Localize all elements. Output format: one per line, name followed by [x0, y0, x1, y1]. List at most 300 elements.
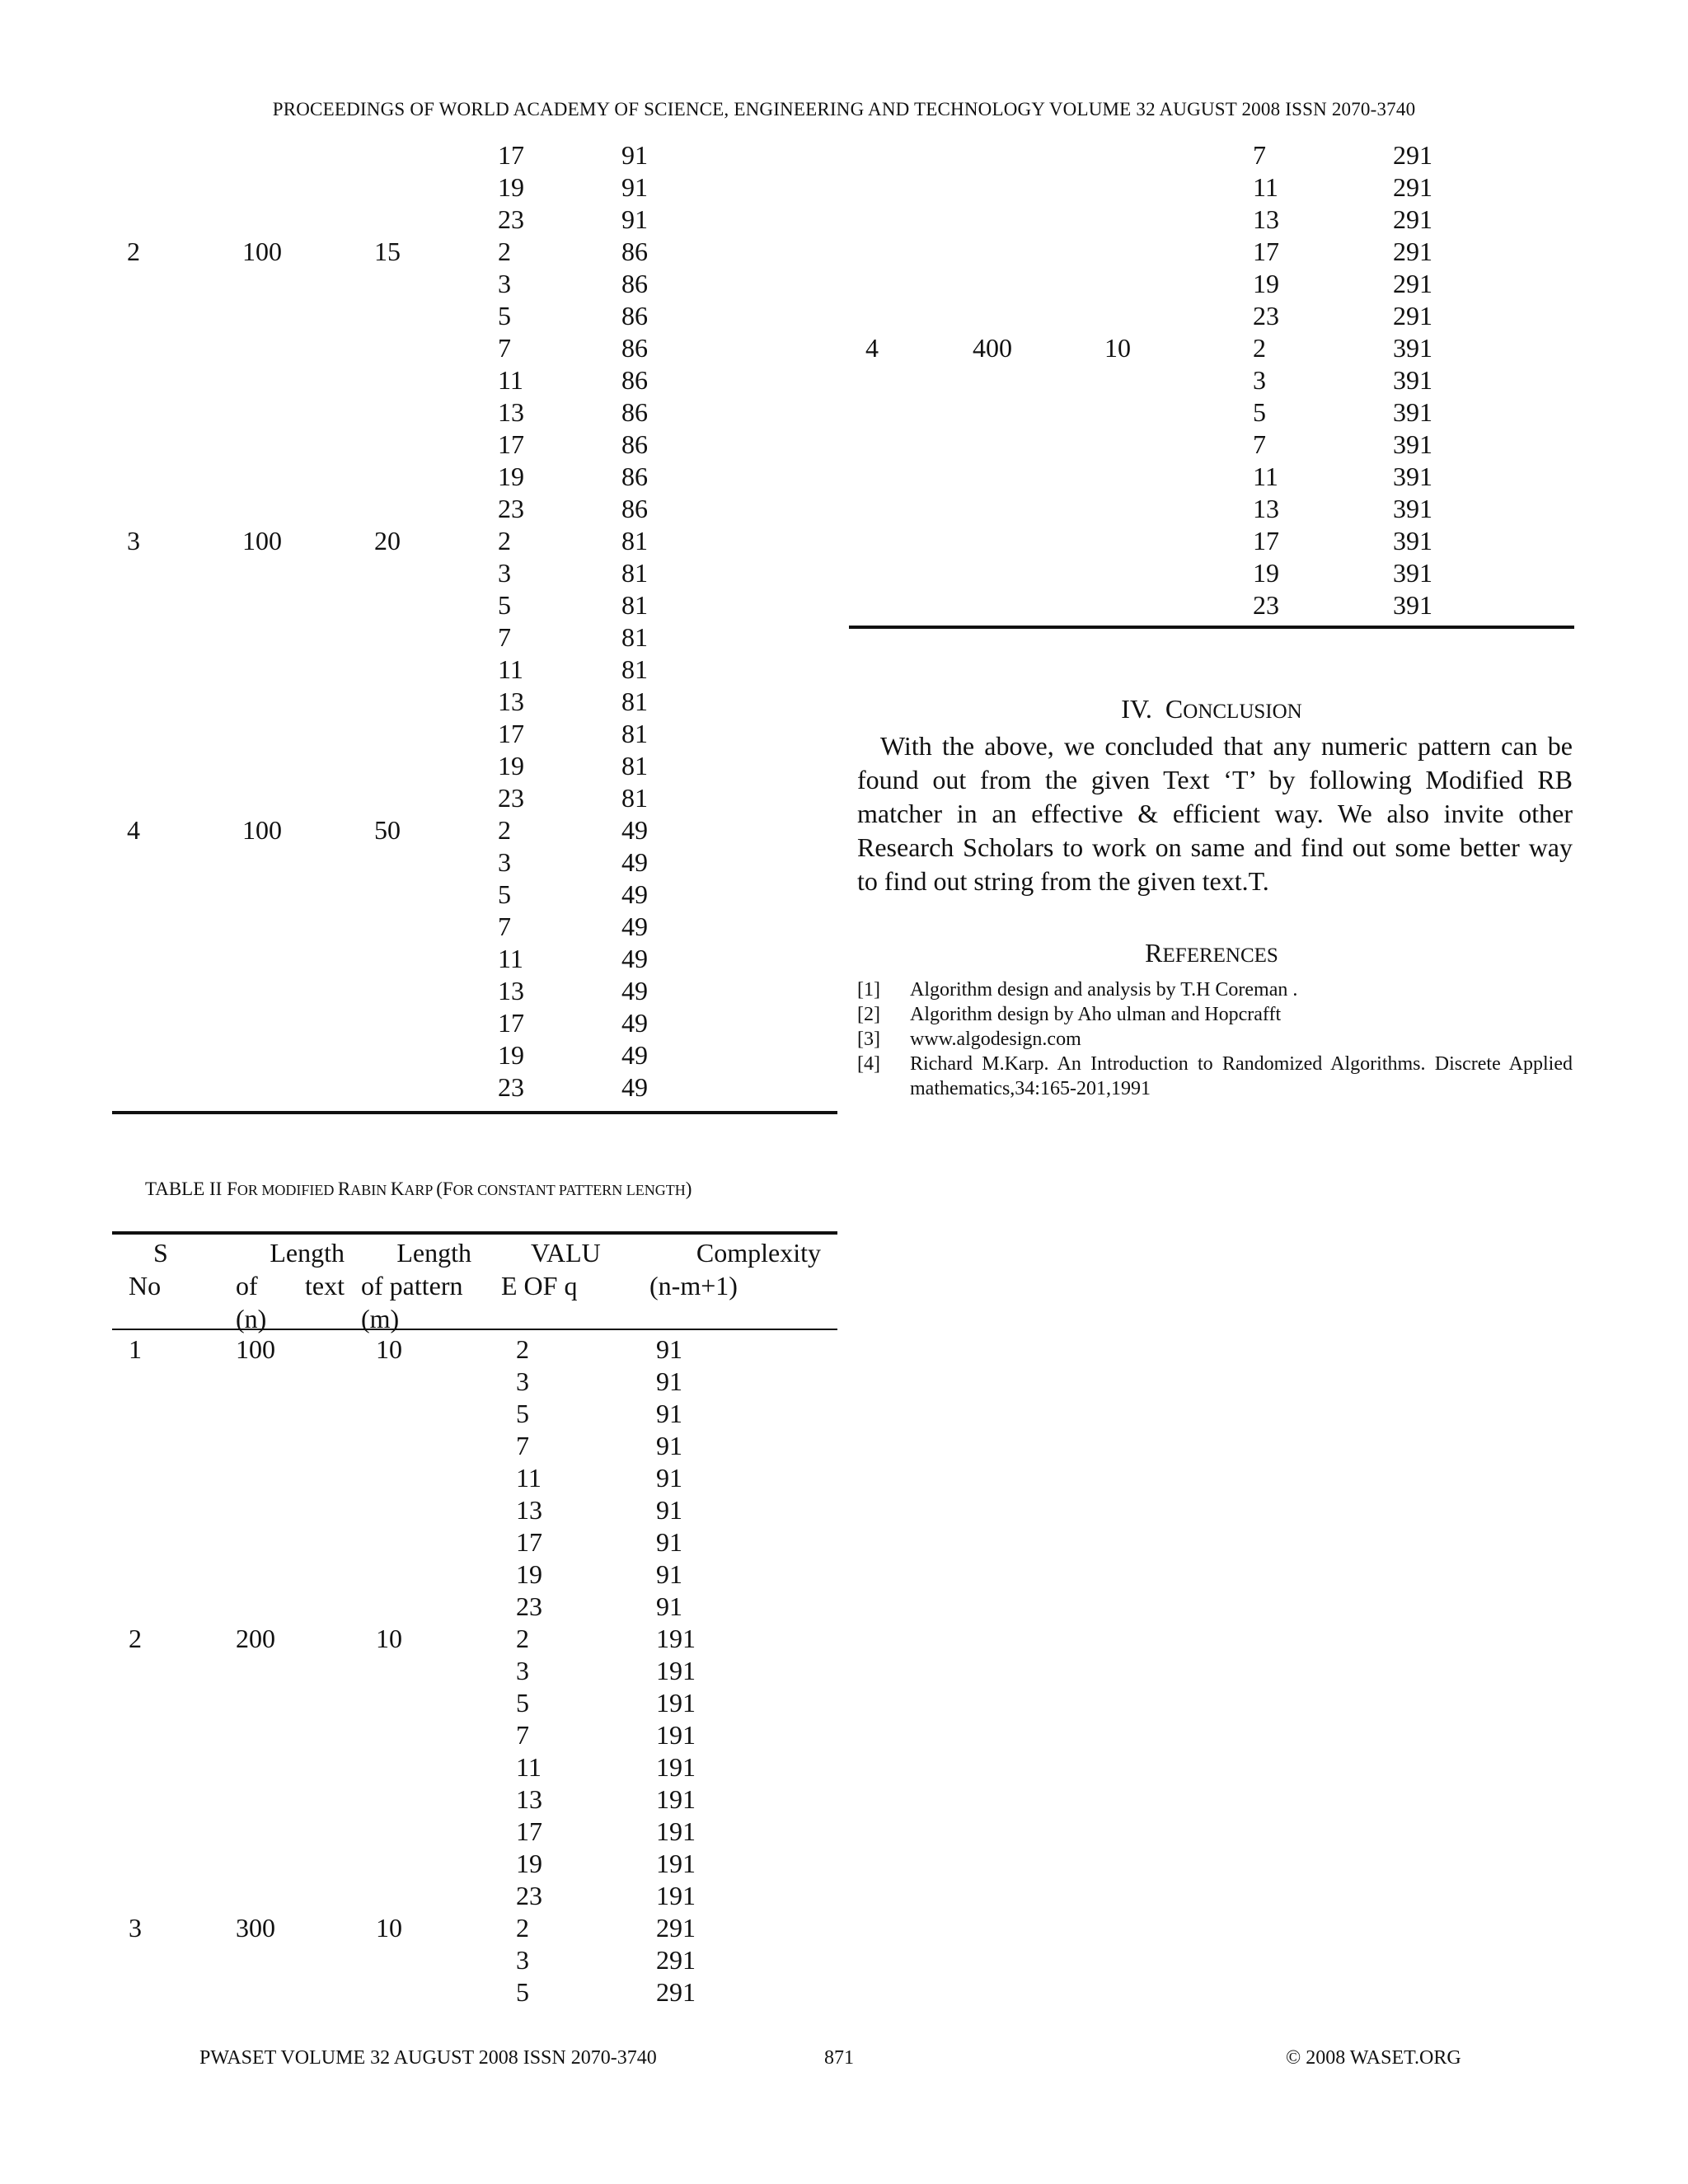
table-cell: 3 — [516, 1945, 529, 1975]
table-cell — [236, 1751, 376, 1783]
table-cell — [376, 1558, 516, 1591]
table-cell — [865, 589, 973, 621]
table-row — [127, 589, 720, 621]
table-cell: 3 — [516, 1656, 529, 1685]
table-row — [127, 750, 720, 782]
table-cell — [973, 493, 1104, 525]
table-row — [129, 1848, 763, 1880]
table-cell: 91 — [656, 1463, 682, 1493]
table-cell: 81 — [621, 590, 648, 620]
table-cell — [242, 943, 374, 975]
table-ii-caption: TABLE II FOR MODIFIED RABIN KARP (FOR CONSTANT PATTERN LENGTH) — [145, 1179, 692, 1199]
table-cell: 10 — [1104, 333, 1131, 363]
table-i-continuation — [127, 139, 720, 1104]
header-length-pattern: Length of pattern (m) — [361, 1238, 471, 1333]
table-cell — [973, 364, 1104, 396]
table-row — [865, 204, 1500, 236]
table-cell — [376, 1751, 516, 1783]
table-cell: 49 — [621, 815, 648, 845]
table-row — [127, 654, 720, 686]
table-cell: 81 — [621, 526, 648, 555]
table-cell — [242, 1071, 374, 1104]
table-cell: 2 — [516, 1334, 529, 1364]
table-cell — [1104, 364, 1253, 396]
table-cell — [376, 1880, 516, 1912]
table-cell: 86 — [621, 429, 648, 459]
table-cell: 49 — [621, 1008, 648, 1038]
table-row — [127, 1007, 720, 1039]
table-cell — [1104, 171, 1253, 204]
table-cell: 23 — [1253, 590, 1279, 620]
table-cell: 17 — [516, 1816, 542, 1846]
table-cell — [973, 557, 1104, 589]
table-row — [129, 1783, 763, 1816]
table-cell — [127, 364, 242, 396]
table-cell: 400 — [973, 333, 1012, 363]
table-cell: 91 — [656, 1591, 682, 1621]
table-row — [129, 1912, 763, 1944]
table-cell: 5 — [516, 1399, 529, 1428]
table-cell — [376, 1655, 516, 1687]
table-cell: 7 — [498, 333, 511, 363]
table-cell — [236, 1462, 376, 1494]
table-cell — [374, 782, 498, 814]
table-cell — [236, 1494, 376, 1526]
table-row — [127, 429, 720, 461]
table-row — [129, 1526, 763, 1558]
table-cell — [865, 396, 973, 429]
table-row — [127, 300, 720, 332]
table-row — [865, 396, 1500, 429]
table-cell — [129, 1944, 236, 1976]
table-cell: 10 — [376, 1624, 402, 1653]
table-cell — [376, 1687, 516, 1719]
table-cell — [129, 1366, 236, 1398]
table-cell — [376, 1526, 516, 1558]
table-cell — [236, 1848, 376, 1880]
table-cell — [127, 557, 242, 589]
table-cell — [236, 1687, 376, 1719]
table-cell: 17 — [1253, 237, 1279, 266]
table-cell: 291 — [656, 1945, 696, 1975]
table-ii-body — [129, 1333, 763, 2008]
table-cell — [973, 139, 1104, 171]
table-row — [127, 332, 720, 364]
table-cell — [1104, 429, 1253, 461]
table-cell: 191 — [656, 1784, 696, 1814]
table-cell — [242, 461, 374, 493]
table-cell: 91 — [656, 1334, 682, 1364]
page-number: 871 — [824, 2047, 854, 2069]
table-cell — [129, 1398, 236, 1430]
table-cell: 23 — [1253, 301, 1279, 330]
table-cell — [374, 718, 498, 750]
table-cell: 391 — [1393, 397, 1432, 427]
table-cell — [973, 236, 1104, 268]
table-cell: 19 — [516, 1849, 542, 1878]
table-cell: 11 — [498, 365, 523, 395]
reference-item: [2] Algorithm design by Aho ulman and Hopcrafft — [857, 1004, 1282, 1025]
table-cell — [242, 204, 374, 236]
table-cell: 13 — [498, 397, 524, 427]
table-cell: 7 — [1253, 429, 1266, 459]
table-cell — [129, 1848, 236, 1880]
table-cell — [374, 846, 498, 879]
table-cell — [374, 461, 498, 493]
table-cell — [242, 718, 374, 750]
table-cell: 81 — [621, 558, 648, 588]
table-cell: 81 — [621, 654, 648, 684]
table-cell — [129, 1462, 236, 1494]
table-cell: 5 — [498, 879, 511, 909]
table-row — [129, 1880, 763, 1912]
table-cell: 200 — [236, 1624, 275, 1653]
table-cell: 3 — [516, 1366, 529, 1396]
table-cell: 11 — [516, 1463, 542, 1493]
table-cell — [127, 846, 242, 879]
table-cell — [374, 300, 498, 332]
table-row — [865, 268, 1500, 300]
running-header: PROCEEDINGS OF WORLD ACADEMY OF SCIENCE, ENGINEERING AND TECHNOLOGY VOLUME 32 AUGUST 2008 ISSN 2070-3740 — [272, 99, 1416, 120]
table-cell — [374, 654, 498, 686]
table-cell: 3 — [498, 269, 511, 298]
table-cell: 291 — [1393, 269, 1432, 298]
table-row — [129, 1333, 763, 1366]
table-cell — [973, 429, 1104, 461]
table-cell — [374, 975, 498, 1007]
table-cell — [127, 782, 242, 814]
header-value-q: VALU E OF q — [501, 1238, 601, 1301]
table-cell: 391 — [1393, 462, 1432, 491]
table-cell — [1104, 236, 1253, 268]
table-cell — [374, 396, 498, 429]
table-row — [127, 557, 720, 589]
table-cell: 291 — [1393, 140, 1432, 170]
table-row — [129, 1558, 763, 1591]
table-cell: 291 — [656, 1977, 696, 2007]
table-cell: 23 — [498, 1072, 524, 1102]
table-cell — [127, 493, 242, 525]
table-row — [129, 1655, 763, 1687]
table-cell: 50 — [374, 815, 401, 845]
table-cell — [127, 1007, 242, 1039]
table-cell — [374, 557, 498, 589]
table-cell — [1104, 268, 1253, 300]
table-cell: 17 — [498, 719, 524, 748]
table-row — [129, 1398, 763, 1430]
table-cell: 5 — [516, 1977, 529, 2007]
table-cell — [129, 1783, 236, 1816]
table-cell: 5 — [516, 1688, 529, 1718]
table-cell — [129, 1494, 236, 1526]
table-cell: 191 — [656, 1752, 696, 1782]
table-cell — [242, 171, 374, 204]
table-cell: 1 — [129, 1334, 142, 1364]
table-cell — [865, 139, 973, 171]
table-cell — [376, 1462, 516, 1494]
table-cell: 291 — [1393, 301, 1432, 330]
table-cell — [374, 332, 498, 364]
table-cell — [127, 268, 242, 300]
table-ii-continuation — [865, 139, 1500, 621]
reference-item: [1] Algorithm design and analysis by T.H Coreman . — [857, 979, 1298, 1001]
table-row — [129, 1751, 763, 1783]
table-cell — [242, 396, 374, 429]
table-cell — [1104, 493, 1253, 525]
table-cell — [129, 1976, 236, 2008]
table-cell — [865, 236, 973, 268]
table-cell: 11 — [1253, 172, 1278, 202]
table-cell — [127, 461, 242, 493]
table-cell — [1104, 300, 1253, 332]
table-cell — [129, 1751, 236, 1783]
table-cell — [865, 364, 973, 396]
table-cell — [973, 204, 1104, 236]
table-cell — [129, 1687, 236, 1719]
table-cell — [242, 654, 374, 686]
table-cell — [236, 1366, 376, 1398]
table-row — [129, 1591, 763, 1623]
table-cell — [242, 300, 374, 332]
table-cell — [1104, 139, 1253, 171]
table-ii-header — [112, 1236, 837, 1335]
table-cell — [973, 300, 1104, 332]
table-cell: 7 — [498, 912, 511, 941]
table-row — [127, 814, 720, 846]
table-cell: 86 — [621, 301, 648, 330]
table-row — [129, 1719, 763, 1751]
table-cell: 10 — [376, 1334, 402, 1364]
table-cell — [865, 300, 973, 332]
header-length-text: Length of text (n) — [236, 1238, 345, 1333]
table-cell: 2 — [1253, 333, 1266, 363]
reference-item: [4] Richard M.Karp. An Introduction to Randomized Algorithms. Discrete Applied mathematics,34:165-201,1991 — [857, 1053, 1573, 1099]
table-cell — [242, 364, 374, 396]
table-cell — [865, 557, 973, 589]
table-row — [865, 139, 1500, 171]
table-cell — [236, 1655, 376, 1687]
table-cell — [865, 204, 973, 236]
table-row — [127, 879, 720, 911]
table-row — [127, 1071, 720, 1104]
table-cell: 91 — [621, 140, 648, 170]
table-cell — [242, 750, 374, 782]
table-cell: 100 — [242, 237, 282, 266]
table-cell — [1104, 557, 1253, 589]
table-cell: 7 — [516, 1720, 529, 1750]
table-cell: 81 — [621, 751, 648, 780]
table-cell: 7 — [516, 1431, 529, 1460]
table-cell — [127, 332, 242, 364]
table-row — [865, 300, 1500, 332]
table-cell — [374, 268, 498, 300]
table-cell — [1104, 589, 1253, 621]
table-cell: 100 — [236, 1334, 275, 1364]
table-cell — [376, 1816, 516, 1848]
table-cell: 3 — [127, 526, 140, 555]
table-cell: 391 — [1393, 429, 1432, 459]
table-cell: 291 — [1393, 172, 1432, 202]
table-cell — [374, 493, 498, 525]
table-i-bottom-rule — [112, 1111, 837, 1114]
table-cell: 11 — [498, 654, 523, 684]
table-cell: 13 — [498, 976, 524, 1005]
references-list — [857, 977, 1573, 1101]
table-cell — [129, 1558, 236, 1591]
table-cell — [973, 268, 1104, 300]
table-cell — [1104, 396, 1253, 429]
table-cell: 5 — [1253, 397, 1266, 427]
table-cell: 391 — [1393, 333, 1432, 363]
conclusion-heading: IV. CONCLUSION — [1121, 694, 1302, 724]
table-cell — [242, 493, 374, 525]
table-cell — [127, 139, 242, 171]
table-cell: 23 — [498, 494, 524, 523]
table-cell — [127, 204, 242, 236]
table-cell: 81 — [621, 687, 648, 716]
table-row — [127, 975, 720, 1007]
table-cell — [1104, 204, 1253, 236]
table-row — [865, 493, 1500, 525]
table-cell — [242, 1007, 374, 1039]
table-cell — [127, 975, 242, 1007]
table-cell — [236, 1526, 376, 1558]
table-cell — [374, 589, 498, 621]
table-cell: 2 — [516, 1624, 529, 1653]
table-row — [865, 171, 1500, 204]
table-cell: 91 — [656, 1431, 682, 1460]
table-cell — [129, 1430, 236, 1462]
table-cell: 19 — [498, 462, 524, 491]
table-row — [865, 461, 1500, 493]
table-cell: 191 — [656, 1816, 696, 1846]
table-row — [127, 236, 720, 268]
table-cell: 3 — [498, 847, 511, 877]
table-row — [129, 1494, 763, 1526]
table-cell: 49 — [621, 1040, 648, 1070]
table-cell: 4 — [865, 333, 879, 363]
table-row — [127, 268, 720, 300]
table-cell — [374, 879, 498, 911]
table-cell: 2 — [129, 1624, 142, 1653]
table-cell — [1104, 525, 1253, 557]
table-cell — [376, 1783, 516, 1816]
footer-journal: PWASET VOLUME 32 AUGUST 2008 ISSN 2070-3740 — [199, 2047, 657, 2069]
table-cell: 5 — [498, 301, 511, 330]
table-cell — [865, 268, 973, 300]
table-row — [865, 236, 1500, 268]
table-cell: 23 — [516, 1591, 542, 1621]
table-cell: 91 — [621, 172, 648, 202]
table-cell: 191 — [656, 1881, 696, 1910]
table-row — [129, 1623, 763, 1655]
table-cell: 23 — [516, 1881, 542, 1910]
table-cell: 19 — [1253, 269, 1279, 298]
table-cell: 11 — [1253, 462, 1278, 491]
table-row — [127, 911, 720, 943]
header-complexity: Complexity (n-m+1) — [649, 1238, 821, 1301]
table-cell — [374, 621, 498, 654]
table-cell — [236, 1976, 376, 2008]
table-cell — [374, 139, 498, 171]
table-cell: 91 — [621, 204, 648, 234]
table-row — [129, 1816, 763, 1848]
table-cell: 4 — [127, 815, 140, 845]
table-cell — [127, 750, 242, 782]
table-row — [865, 332, 1500, 364]
table-row — [127, 621, 720, 654]
table-row — [865, 589, 1500, 621]
table-cell: 17 — [498, 1008, 524, 1038]
table-cell: 81 — [621, 622, 648, 652]
table-cell — [236, 1398, 376, 1430]
table-cell — [973, 461, 1104, 493]
table-cell: 19 — [498, 1040, 524, 1070]
table-cell — [127, 429, 242, 461]
table-cell: 86 — [621, 494, 648, 523]
table-cell — [129, 1816, 236, 1848]
table-cell — [127, 911, 242, 943]
table-cell — [973, 396, 1104, 429]
conclusion-paragraph: With the above, we concluded that any numeric pattern can be found out from the given Text ‘T’ by following Modified RB matcher in an effective & efficient way. We also invite other Research Scholars to work on same and find out some better way to find out string from the given text.T. — [857, 731, 1573, 896]
table-cell: 291 — [1393, 204, 1432, 234]
table-cell — [376, 1430, 516, 1462]
table-row — [865, 557, 1500, 589]
table-cell — [127, 654, 242, 686]
table-cell: 23 — [498, 783, 524, 813]
table-row — [127, 686, 720, 718]
table-cell: 20 — [374, 526, 401, 555]
table-cell — [376, 1944, 516, 1976]
table-cell: 86 — [621, 365, 648, 395]
table-cell — [865, 493, 973, 525]
table-cell — [242, 429, 374, 461]
table-row — [127, 846, 720, 879]
table-cell: 191 — [656, 1624, 696, 1653]
table-cell — [242, 879, 374, 911]
table-cell — [236, 1816, 376, 1848]
table-cell: 17 — [516, 1527, 542, 1557]
table-cell: 5 — [498, 590, 511, 620]
table-row — [865, 364, 1500, 396]
table-cell: 91 — [656, 1495, 682, 1525]
table-cell: 291 — [1393, 237, 1432, 266]
table-cell — [242, 911, 374, 943]
table-cell — [129, 1591, 236, 1623]
table-cell — [865, 171, 973, 204]
table-cell: 91 — [656, 1559, 682, 1589]
table-cell — [242, 1039, 374, 1071]
table-cell: 49 — [621, 912, 648, 941]
table-cell — [242, 557, 374, 589]
table-cell — [236, 1783, 376, 1816]
table-cell: 3 — [498, 558, 511, 588]
table-cell: 91 — [656, 1399, 682, 1428]
table-ii-bottom-rule — [849, 626, 1574, 629]
table-ii-header-rule — [112, 1329, 837, 1330]
table-row — [127, 139, 720, 171]
table-cell — [865, 461, 973, 493]
table-cell — [376, 1398, 516, 1430]
table-cell — [374, 911, 498, 943]
table-cell — [374, 429, 498, 461]
table-cell: 7 — [498, 622, 511, 652]
table-row — [127, 782, 720, 814]
table-cell: 2 — [498, 526, 511, 555]
table-cell: 86 — [621, 462, 648, 491]
table-cell: 49 — [621, 944, 648, 973]
table-cell: 2 — [498, 237, 511, 266]
